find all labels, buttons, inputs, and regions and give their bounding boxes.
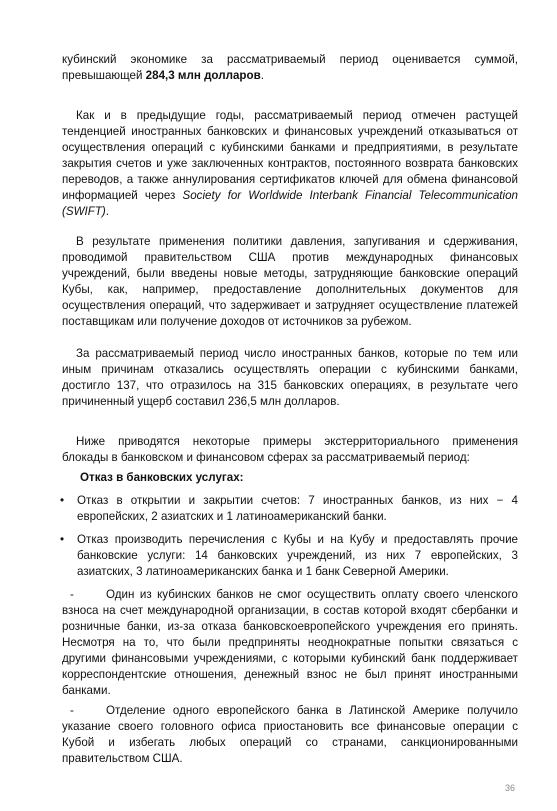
list-item-text: Один из кубинских банков не смог осуществить оплату своего членского взноса на счет международной организации, в состав которой входят сбербанки и розничные банки, из-за отказа банковскоевропейского учреждения его принять. Несмотря на то, что были предприняты неоднократные попытки связаться с другими финансовыми учреждениями, с которыми кубинский банк поддерживает корреспондентские отношения, денежный взнос не был принят иностранными банками. bbox=[62, 588, 518, 697]
paragraph-text: Как и в предыдущие годы, рассматриваемый период отмечен растущей тенденцией иностранных банковских и финансовых учреждений отказываться от осуществления операций с кубинскими банками и предприятиями, в результате закрытия счетов и уже заключенных контрактов, постоянного возврата банковских переводов, а также аннулирования сертификатов ключей для обмена финансовой информацией через bbox=[62, 109, 518, 202]
dash-icon: - bbox=[70, 704, 74, 717]
paragraph-swift bbox=[62, 108, 518, 220]
list-item bbox=[62, 587, 518, 699]
list-item bbox=[60, 493, 518, 525]
list-item-text: Отказ производить перечисления с Кубы и на Кубу и предоставлять прочие банковские услуги: 14 банковских учреждений, из них 7 европейских, 3 азиатских, 3 латиноамериканских банка и 1 банк Северной Америки. bbox=[77, 533, 518, 578]
page-number: 36 bbox=[504, 783, 515, 793]
paragraph-continuation bbox=[62, 52, 518, 84]
list-item-text: Отделение одного европейского банка в Латинской Америке получило указание своего головного офиса приостановить все финансовые операции с Кубой и избегать любых операций со странами, санкционированными правительством США. bbox=[62, 704, 518, 765]
paragraph-text: . bbox=[105, 205, 110, 218]
paragraph-text: кубинский экономике за рассматриваемый период оценивается суммой, превышающей bbox=[62, 53, 518, 82]
list-item bbox=[60, 532, 518, 580]
list-item bbox=[62, 703, 518, 767]
paragraph-pressure: В результате применения политики давления, запугивания и сдерживания, проводимой правительством США против международных финансовых учреждений, были введены новые методы, затрудняющие банковские операций Кубы, как, например, предоставление дополнительных документов для осуществления операций, что задерживает и затрудняет осуществление платежей поставщикам или получение доходов от источников за рубежом. bbox=[62, 235, 518, 328]
list-item-text: Отказ в открытии и закрытии счетов: 7 иностранных банков, из них − 4 европейских, 2 азиатских и 1 латиноамериканский банки. bbox=[77, 494, 518, 523]
paragraph-examples-intro: Ниже приводятся некоторые примеры экстерриториального применения блокады в банковском и финансовом сферах за рассматриваемый период: bbox=[62, 435, 518, 464]
italic-swift-name: Society for Worldwide Interbank Financial Telecommunication (SWIFT) bbox=[62, 189, 518, 218]
dash-icon: - bbox=[70, 588, 74, 601]
bullet-icon: • bbox=[60, 494, 65, 507]
bullet-icon: • bbox=[60, 533, 65, 546]
section-heading: Отказ в банковских услугах: bbox=[80, 471, 244, 484]
paragraph-text: . bbox=[260, 69, 264, 82]
bold-amount: 284,3 млн долларов bbox=[145, 69, 261, 82]
paragraph-banks-count: За рассматриваемый период число иностранных банков, которые по тем или иным причинам отказались осуществлять операции с кубинскими банками, достигло 137, что отразилось на 315 банковских операциях, в результате чего причиненный ущерб составил 236,5 млн долларов. bbox=[62, 347, 518, 408]
